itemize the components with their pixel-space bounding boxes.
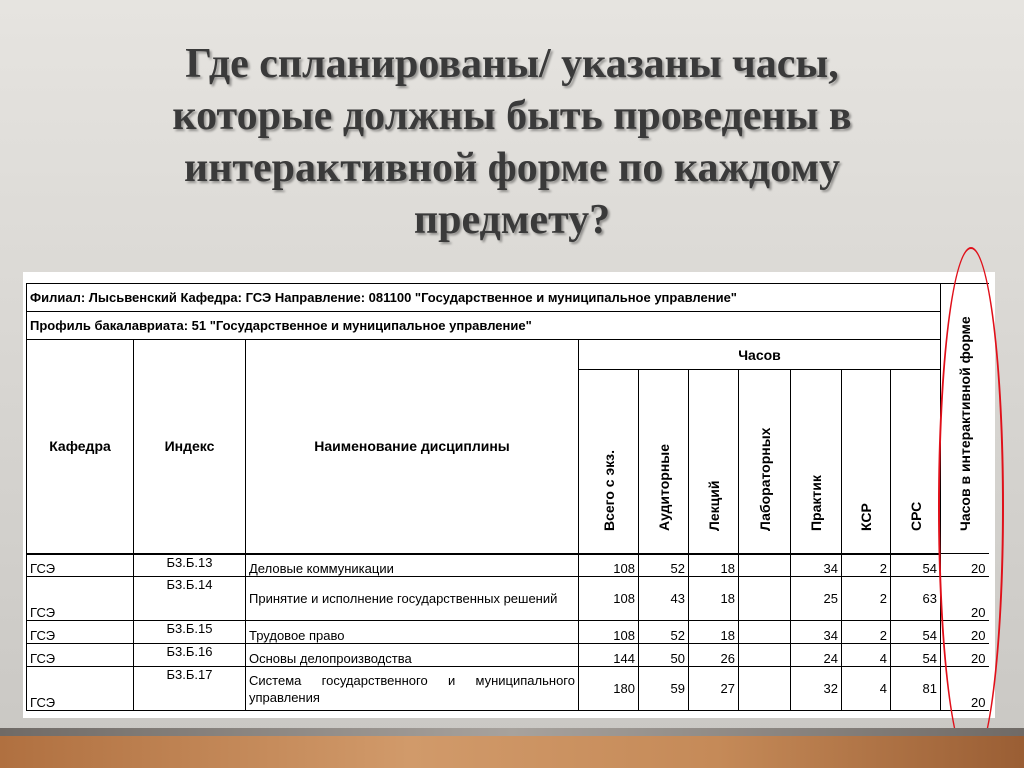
header-practice	[791, 370, 842, 554]
cell-index: Б3.Б.17	[134, 667, 246, 711]
header-labs	[739, 370, 791, 554]
cell-discipline: Трудовое право	[246, 621, 579, 644]
table-row	[27, 577, 989, 621]
cell-practice: 25	[791, 577, 842, 621]
cell-discipline: Система государственного и муниципального управления	[246, 667, 579, 711]
header-index: Индекс	[134, 340, 246, 554]
cell-total: 180	[579, 667, 639, 711]
title-line: предмету?	[413, 197, 611, 243]
cell-practice: 34	[791, 554, 842, 577]
header-lectures-text: Лекций	[705, 480, 722, 531]
cell-ksr: 4	[842, 644, 891, 667]
header-lectures	[689, 370, 739, 554]
cell-interactive: 20	[941, 577, 989, 621]
cell-interactive: 20	[941, 621, 989, 644]
cell-srs: 54	[891, 621, 941, 644]
footer-bar	[0, 736, 1024, 768]
cell-ksr: 4	[842, 667, 891, 711]
header-labs-text: Лабораторных	[756, 427, 773, 531]
header-auditory	[639, 370, 689, 554]
cell-labs	[739, 667, 791, 711]
cell-lectures: 18	[689, 577, 739, 621]
cell-index: Б3.Б.13	[134, 554, 246, 577]
cell-labs	[739, 621, 791, 644]
header-discipline-name: Наименование дисциплины	[246, 340, 579, 554]
header-auditory-text: Аудиторные	[655, 443, 672, 531]
header-total-text: Всего с экз.	[600, 449, 617, 531]
cell-interactive: 20	[941, 554, 989, 577]
cell-srs: 54	[891, 554, 941, 577]
header-practice-text: Практик	[808, 474, 824, 531]
title-line: Где спланированы/ указаны часы,	[185, 41, 839, 87]
footer-stripe	[0, 728, 1024, 736]
curriculum-table	[26, 283, 989, 711]
cell-labs	[739, 644, 791, 667]
cell-auditory: 50	[639, 644, 689, 667]
cell-srs: 63	[891, 577, 941, 621]
cell-ksr: 2	[842, 554, 891, 577]
header-srs-text: СРС	[907, 501, 924, 531]
cell-srs: 81	[891, 667, 941, 711]
table-row	[27, 554, 989, 577]
cell-index: Б3.Б.16	[134, 644, 246, 667]
interactive-hours-header-text: Часов в интерактивной форме	[956, 316, 973, 531]
cell-ksr: 2	[842, 621, 891, 644]
cell-auditory: 52	[639, 554, 689, 577]
cell-index: Б3.Б.14	[134, 577, 246, 621]
header-total	[579, 370, 639, 554]
header-kafedra: Кафедра	[27, 340, 134, 554]
cell-discipline: Принятие и исполнение государственных решений	[246, 577, 579, 621]
cell-total: 144	[579, 644, 639, 667]
cell-practice: 34	[791, 621, 842, 644]
table-row	[27, 644, 989, 667]
cell-kafedra: ГСЭ	[27, 554, 134, 577]
cell-auditory: 43	[639, 577, 689, 621]
cell-srs: 54	[891, 644, 941, 667]
cell-auditory: 52	[639, 621, 689, 644]
header-ksr-text: КСР	[858, 502, 874, 531]
cell-lectures: 26	[689, 644, 739, 667]
cell-discipline: Основы делопроизводства	[246, 644, 579, 667]
cell-auditory: 59	[639, 667, 689, 711]
profile-info-row: Профиль бакалавриата: 51 "Государственное и муниципальное управление"	[27, 312, 941, 340]
table-row	[27, 621, 989, 644]
cell-total: 108	[579, 554, 639, 577]
cell-discipline: Деловые коммуникации	[246, 554, 579, 577]
cell-kafedra: ГСЭ	[27, 644, 134, 667]
header-hours-group: Часов	[579, 340, 941, 370]
slide-title	[60, 38, 964, 246]
cell-total: 108	[579, 577, 639, 621]
cell-total: 108	[579, 621, 639, 644]
header-ksr	[842, 370, 891, 554]
cell-interactive: 20	[941, 644, 989, 667]
cell-labs	[739, 577, 791, 621]
cell-index: Б3.Б.15	[134, 621, 246, 644]
cell-interactive: 20	[941, 667, 989, 711]
table-row	[27, 667, 989, 711]
cell-labs	[739, 554, 791, 577]
cell-kafedra: ГСЭ	[27, 621, 134, 644]
interactive-hours-header	[941, 284, 989, 554]
cell-kafedra: ГСЭ	[27, 667, 134, 711]
branch-info-row: Филиал: Лысьвенский Кафедра: ГСЭ Направление: 081100 "Государственное и муниципальное управление"	[27, 284, 941, 312]
cell-kafedra: ГСЭ	[27, 577, 134, 621]
cell-lectures: 27	[689, 667, 739, 711]
header-srs	[891, 370, 941, 554]
cell-practice: 24	[791, 644, 842, 667]
cell-lectures: 18	[689, 621, 739, 644]
cell-practice: 32	[791, 667, 842, 711]
title-line: интерактивной форме по каждому	[184, 145, 840, 191]
cell-lectures: 18	[689, 554, 739, 577]
cell-ksr: 2	[842, 577, 891, 621]
title-line: которые должны быть проведены в	[172, 93, 852, 139]
